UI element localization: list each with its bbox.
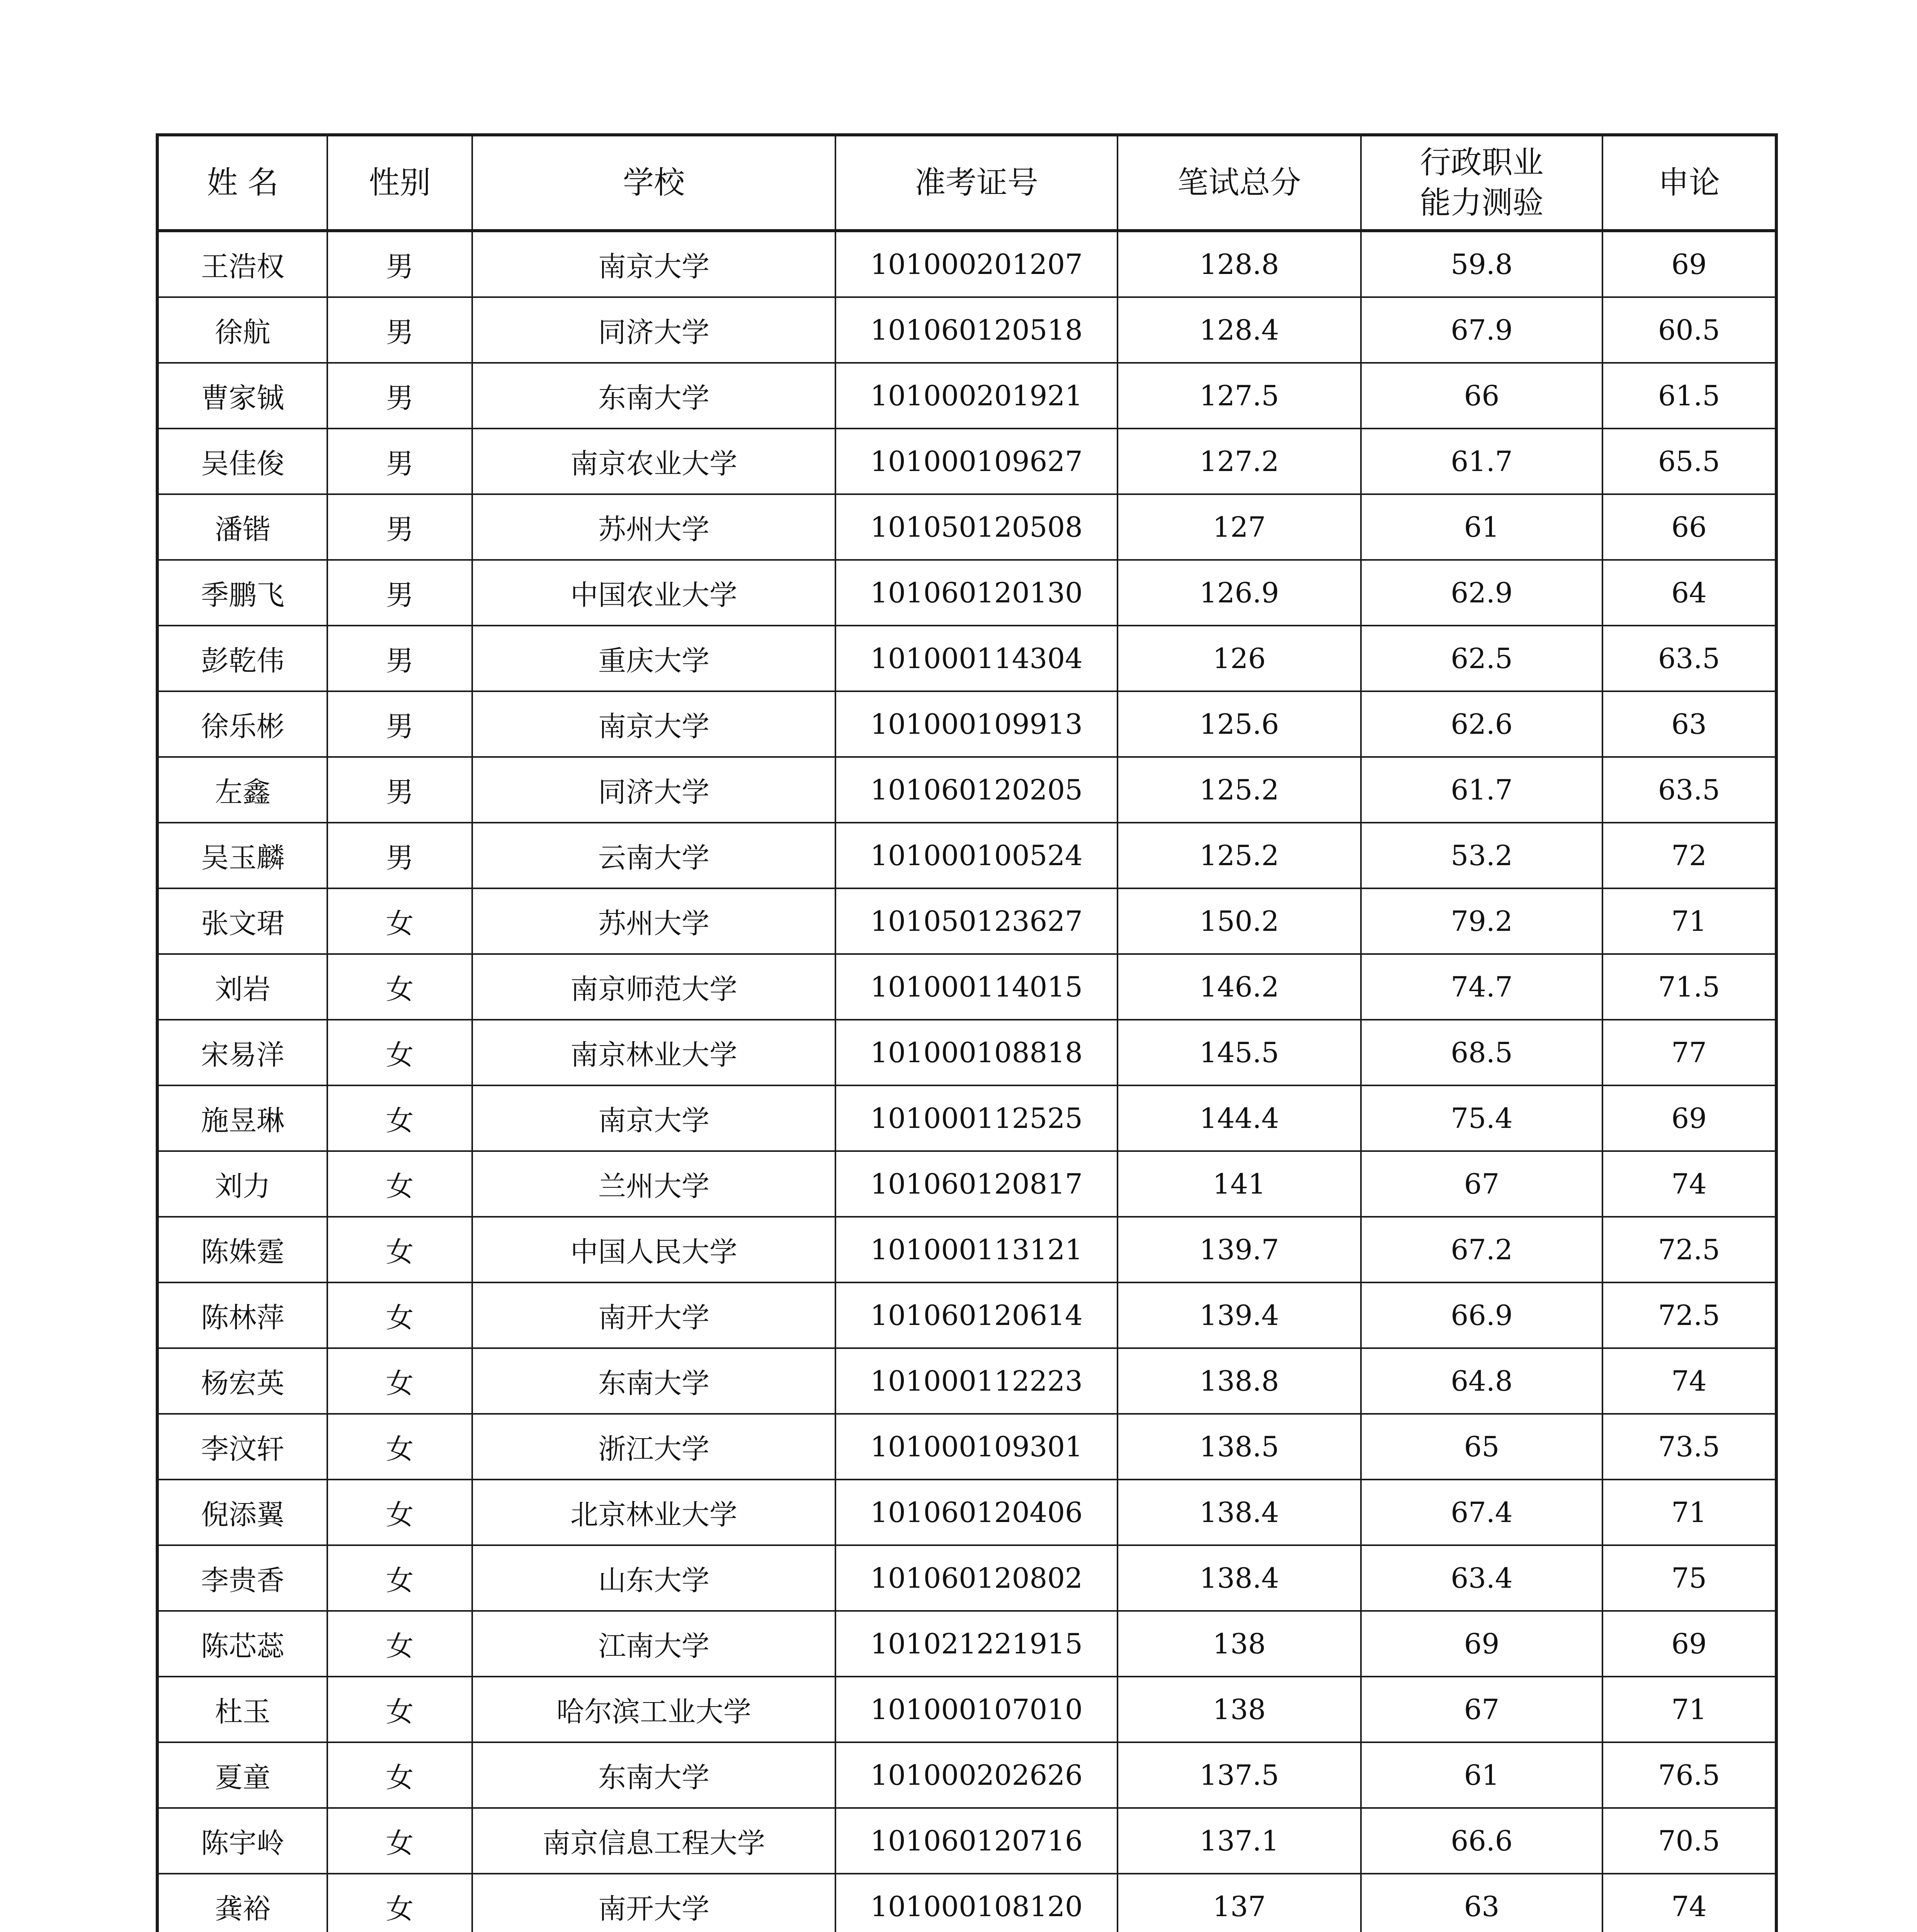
- cell-written-total: 137: [1118, 1874, 1361, 1932]
- cell-written-total: 137.5: [1118, 1742, 1361, 1808]
- cell-name: 彭乾伟: [157, 626, 327, 691]
- table-row: [157, 1611, 1776, 1677]
- table-row: [157, 1480, 1776, 1545]
- cell-gender: 男: [327, 363, 472, 429]
- cell-exam-number: 101000201207: [835, 231, 1118, 297]
- cell-xingce: 68.5: [1361, 1020, 1602, 1085]
- cell-name: 倪添翼: [157, 1480, 327, 1545]
- cell-name: 刘岩: [157, 954, 327, 1020]
- cell-written-total: 139.4: [1118, 1282, 1361, 1348]
- table-row: [157, 823, 1776, 888]
- cell-name: 左鑫: [157, 757, 327, 823]
- cell-gender: 男: [327, 429, 472, 494]
- header-xingce: [1361, 135, 1602, 231]
- cell-school: 东南大学: [472, 1742, 835, 1808]
- cell-gender: 女: [327, 1020, 472, 1085]
- header-xingce-label: 行政职业 能力测验: [1420, 145, 1544, 221]
- table-header: [157, 135, 1776, 231]
- cell-name: 陈芯蕊: [157, 1611, 327, 1677]
- cell-name: 陈林萍: [157, 1282, 327, 1348]
- cell-written-total: 138: [1118, 1611, 1361, 1677]
- cell-written-total: 139.7: [1118, 1217, 1361, 1282]
- table-row: [157, 1414, 1776, 1480]
- cell-gender: 男: [327, 297, 472, 363]
- cell-name: 张文珺: [157, 888, 327, 954]
- cell-exam-number: 101000107010: [835, 1677, 1118, 1742]
- table-row: [157, 1282, 1776, 1348]
- cell-name: 季鹏飞: [157, 560, 327, 626]
- cell-school: 同济大学: [472, 297, 835, 363]
- table-row: [157, 1677, 1776, 1742]
- cell-exam-number: 101060120518: [835, 297, 1118, 363]
- cell-shenlun: 72.5: [1602, 1217, 1776, 1282]
- cell-school: 南开大学: [472, 1874, 835, 1932]
- cell-school: 南京大学: [472, 231, 835, 297]
- table-row: [157, 757, 1776, 823]
- cell-exam-number: 101000109301: [835, 1414, 1118, 1480]
- cell-name: 潘锴: [157, 494, 327, 560]
- table-row: [157, 494, 1776, 560]
- cell-exam-number: 101060120817: [835, 1151, 1118, 1217]
- cell-xingce: 67.2: [1361, 1217, 1602, 1282]
- cell-school: 南京信息工程大学: [472, 1808, 835, 1874]
- cell-written-total: 128.4: [1118, 297, 1361, 363]
- cell-shenlun: 77: [1602, 1020, 1776, 1085]
- cell-exam-number: 101060120802: [835, 1545, 1118, 1611]
- cell-written-total: 125.2: [1118, 823, 1361, 888]
- cell-gender: 男: [327, 626, 472, 691]
- header-school: 学校: [472, 135, 835, 231]
- cell-exam-number: 101000108120: [835, 1874, 1118, 1932]
- cell-shenlun: 60.5: [1602, 297, 1776, 363]
- cell-xingce: 67.4: [1361, 1480, 1602, 1545]
- cell-school: 江南大学: [472, 1611, 835, 1677]
- table-row: [157, 1545, 1776, 1611]
- cell-exam-number: 101050123627: [835, 888, 1118, 954]
- cell-exam-number: 101000114304: [835, 626, 1118, 691]
- table-row: [157, 363, 1776, 429]
- table-row: [157, 1217, 1776, 1282]
- cell-written-total: 146.2: [1118, 954, 1361, 1020]
- cell-gender: 男: [327, 757, 472, 823]
- cell-written-total: 127.5: [1118, 363, 1361, 429]
- header-row: [157, 135, 1776, 231]
- cell-shenlun: 72: [1602, 823, 1776, 888]
- cell-exam-number: 101000201921: [835, 363, 1118, 429]
- cell-shenlun: 71: [1602, 1677, 1776, 1742]
- cell-exam-number: 101060120406: [835, 1480, 1118, 1545]
- cell-gender: 女: [327, 1348, 472, 1414]
- cell-school: 同济大学: [472, 757, 835, 823]
- cell-written-total: 125.6: [1118, 691, 1361, 757]
- cell-xingce: 63.4: [1361, 1545, 1602, 1611]
- cell-shenlun: 65.5: [1602, 429, 1776, 494]
- cell-xingce: 65: [1361, 1414, 1602, 1480]
- cell-written-total: 127: [1118, 494, 1361, 560]
- cell-written-total: 138.8: [1118, 1348, 1361, 1414]
- cell-shenlun: 74: [1602, 1348, 1776, 1414]
- cell-gender: 女: [327, 1874, 472, 1932]
- cell-name: 吴佳俊: [157, 429, 327, 494]
- cell-gender: 女: [327, 1480, 472, 1545]
- cell-gender: 女: [327, 1808, 472, 1874]
- cell-xingce: 61.7: [1361, 429, 1602, 494]
- table-row: [157, 1874, 1776, 1932]
- cell-school: 中国人民大学: [472, 1217, 835, 1282]
- cell-name: 杨宏英: [157, 1348, 327, 1414]
- cell-xingce: 62.5: [1361, 626, 1602, 691]
- table-row: [157, 888, 1776, 954]
- cell-written-total: 138.4: [1118, 1480, 1361, 1545]
- cell-gender: 女: [327, 954, 472, 1020]
- cell-name: 李汶轩: [157, 1414, 327, 1480]
- cell-xingce: 62.9: [1361, 560, 1602, 626]
- cell-xingce: 67: [1361, 1677, 1602, 1742]
- cell-xingce: 62.6: [1361, 691, 1602, 757]
- cell-xingce: 69: [1361, 1611, 1602, 1677]
- cell-name: 施昱琳: [157, 1085, 327, 1151]
- header-name: 姓 名: [157, 135, 327, 231]
- cell-gender: 女: [327, 1282, 472, 1348]
- cell-gender: 男: [327, 823, 472, 888]
- cell-school: 东南大学: [472, 363, 835, 429]
- cell-exam-number: 101000112525: [835, 1085, 1118, 1151]
- cell-school: 南京农业大学: [472, 429, 835, 494]
- header-shenlun: 申论: [1602, 135, 1776, 231]
- cell-school: 南京师范大学: [472, 954, 835, 1020]
- cell-gender: 男: [327, 494, 472, 560]
- cell-school: 南京林业大学: [472, 1020, 835, 1085]
- cell-written-total: 145.5: [1118, 1020, 1361, 1085]
- table-row: [157, 429, 1776, 494]
- cell-school: 苏州大学: [472, 888, 835, 954]
- cell-shenlun: 76.5: [1602, 1742, 1776, 1808]
- cell-xingce: 74.7: [1361, 954, 1602, 1020]
- cell-exam-number: 101060120716: [835, 1808, 1118, 1874]
- cell-gender: 女: [327, 1545, 472, 1611]
- cell-written-total: 127.2: [1118, 429, 1361, 494]
- table-row: [157, 297, 1776, 363]
- cell-exam-number: 101050120508: [835, 494, 1118, 560]
- cell-name: 吴玉麟: [157, 823, 327, 888]
- cell-name: 刘力: [157, 1151, 327, 1217]
- cell-shenlun: 63.5: [1602, 626, 1776, 691]
- cell-xingce: 79.2: [1361, 888, 1602, 954]
- cell-school: 云南大学: [472, 823, 835, 888]
- cell-written-total: 137.1: [1118, 1808, 1361, 1874]
- cell-name: 李贵香: [157, 1545, 327, 1611]
- table-row: [157, 1742, 1776, 1808]
- cell-xingce: 66.6: [1361, 1808, 1602, 1874]
- header-written-total: 笔试总分: [1118, 135, 1361, 231]
- table-row: [157, 231, 1776, 297]
- cell-school: 北京林业大学: [472, 1480, 835, 1545]
- cell-gender: 女: [327, 1414, 472, 1480]
- cell-written-total: 126.9: [1118, 560, 1361, 626]
- cell-shenlun: 75: [1602, 1545, 1776, 1611]
- header-exam-number: 准考证号: [835, 135, 1118, 231]
- cell-gender: 女: [327, 1611, 472, 1677]
- cell-name: 杜玉: [157, 1677, 327, 1742]
- cell-written-total: 138.5: [1118, 1414, 1361, 1480]
- cell-school: 山东大学: [472, 1545, 835, 1611]
- cell-shenlun: 66: [1602, 494, 1776, 560]
- cell-gender: 女: [327, 1677, 472, 1742]
- cell-gender: 女: [327, 1085, 472, 1151]
- table-row: [157, 1808, 1776, 1874]
- cell-exam-number: 101000112223: [835, 1348, 1118, 1414]
- table-row: [157, 626, 1776, 691]
- cell-gender: 男: [327, 691, 472, 757]
- cell-shenlun: 69: [1602, 231, 1776, 297]
- cell-xingce: 64.8: [1361, 1348, 1602, 1414]
- cell-gender: 女: [327, 1742, 472, 1808]
- cell-shenlun: 74: [1602, 1874, 1776, 1932]
- cell-school: 南京大学: [472, 1085, 835, 1151]
- cell-gender: 女: [327, 1217, 472, 1282]
- cell-school: 浙江大学: [472, 1414, 835, 1480]
- cell-xingce: 67: [1361, 1151, 1602, 1217]
- table-row: [157, 560, 1776, 626]
- cell-shenlun: 71: [1602, 888, 1776, 954]
- cell-gender: 女: [327, 888, 472, 954]
- table-body: [157, 231, 1776, 1932]
- cell-shenlun: 72.5: [1602, 1282, 1776, 1348]
- cell-exam-number: 101000109913: [835, 691, 1118, 757]
- cell-shenlun: 64: [1602, 560, 1776, 626]
- header-gender: 性别: [327, 135, 472, 231]
- cell-name: 宋易洋: [157, 1020, 327, 1085]
- cell-gender: 男: [327, 231, 472, 297]
- cell-shenlun: 71.5: [1602, 954, 1776, 1020]
- cell-shenlun: 71: [1602, 1480, 1776, 1545]
- table-row: [157, 954, 1776, 1020]
- cell-school: 哈尔滨工业大学: [472, 1677, 835, 1742]
- cell-written-total: 150.2: [1118, 888, 1361, 954]
- cell-school: 南开大学: [472, 1282, 835, 1348]
- cell-name: 陈姝霆: [157, 1217, 327, 1282]
- cell-name: 龚裕: [157, 1874, 327, 1932]
- cell-name: 夏童: [157, 1742, 327, 1808]
- table-row: [157, 1020, 1776, 1085]
- cell-xingce: 53.2: [1361, 823, 1602, 888]
- cell-xingce: 67.9: [1361, 297, 1602, 363]
- cell-xingce: 75.4: [1361, 1085, 1602, 1151]
- cell-name: 徐乐彬: [157, 691, 327, 757]
- cell-written-total: 126: [1118, 626, 1361, 691]
- cell-gender: 男: [327, 560, 472, 626]
- cell-exam-number: 101000109627: [835, 429, 1118, 494]
- cell-written-total: 125.2: [1118, 757, 1361, 823]
- cell-exam-number: 101060120130: [835, 560, 1118, 626]
- cell-shenlun: 74: [1602, 1151, 1776, 1217]
- cell-exam-number: 101000114015: [835, 954, 1118, 1020]
- cell-xingce: 59.8: [1361, 231, 1602, 297]
- cell-school: 苏州大学: [472, 494, 835, 560]
- table-row: [157, 1348, 1776, 1414]
- cell-xingce: 66.9: [1361, 1282, 1602, 1348]
- score-table: [156, 133, 1778, 1932]
- cell-shenlun: 63.5: [1602, 757, 1776, 823]
- cell-school: 中国农业大学: [472, 560, 835, 626]
- cell-name: 曹家铖: [157, 363, 327, 429]
- cell-name: 徐航: [157, 297, 327, 363]
- cell-written-total: 138.4: [1118, 1545, 1361, 1611]
- table-row: [157, 691, 1776, 757]
- cell-written-total: 141: [1118, 1151, 1361, 1217]
- cell-school: 重庆大学: [472, 626, 835, 691]
- cell-xingce: 61.7: [1361, 757, 1602, 823]
- cell-shenlun: 61.5: [1602, 363, 1776, 429]
- cell-xingce: 61: [1361, 1742, 1602, 1808]
- cell-exam-number: 101060120205: [835, 757, 1118, 823]
- cell-shenlun: 69: [1602, 1085, 1776, 1151]
- cell-shenlun: 69: [1602, 1611, 1776, 1677]
- table-row: [157, 1151, 1776, 1217]
- cell-xingce: 66: [1361, 363, 1602, 429]
- cell-exam-number: 101000100524: [835, 823, 1118, 888]
- cell-gender: 女: [327, 1151, 472, 1217]
- cell-xingce: 61: [1361, 494, 1602, 560]
- cell-name: 王浩权: [157, 231, 327, 297]
- cell-written-total: 138: [1118, 1677, 1361, 1742]
- cell-exam-number: 101000108818: [835, 1020, 1118, 1085]
- cell-xingce: 63: [1361, 1874, 1602, 1932]
- cell-school: 东南大学: [472, 1348, 835, 1414]
- cell-written-total: 144.4: [1118, 1085, 1361, 1151]
- cell-written-total: 128.8: [1118, 231, 1361, 297]
- cell-exam-number: 101000202626: [835, 1742, 1118, 1808]
- cell-name: 陈宇岭: [157, 1808, 327, 1874]
- cell-exam-number: 101000113121: [835, 1217, 1118, 1282]
- cell-exam-number: 101021221915: [835, 1611, 1118, 1677]
- cell-shenlun: 73.5: [1602, 1414, 1776, 1480]
- cell-shenlun: 70.5: [1602, 1808, 1776, 1874]
- cell-shenlun: 63: [1602, 691, 1776, 757]
- cell-school: 兰州大学: [472, 1151, 835, 1217]
- cell-school: 南京大学: [472, 691, 835, 757]
- cell-exam-number: 101060120614: [835, 1282, 1118, 1348]
- table-row: [157, 1085, 1776, 1151]
